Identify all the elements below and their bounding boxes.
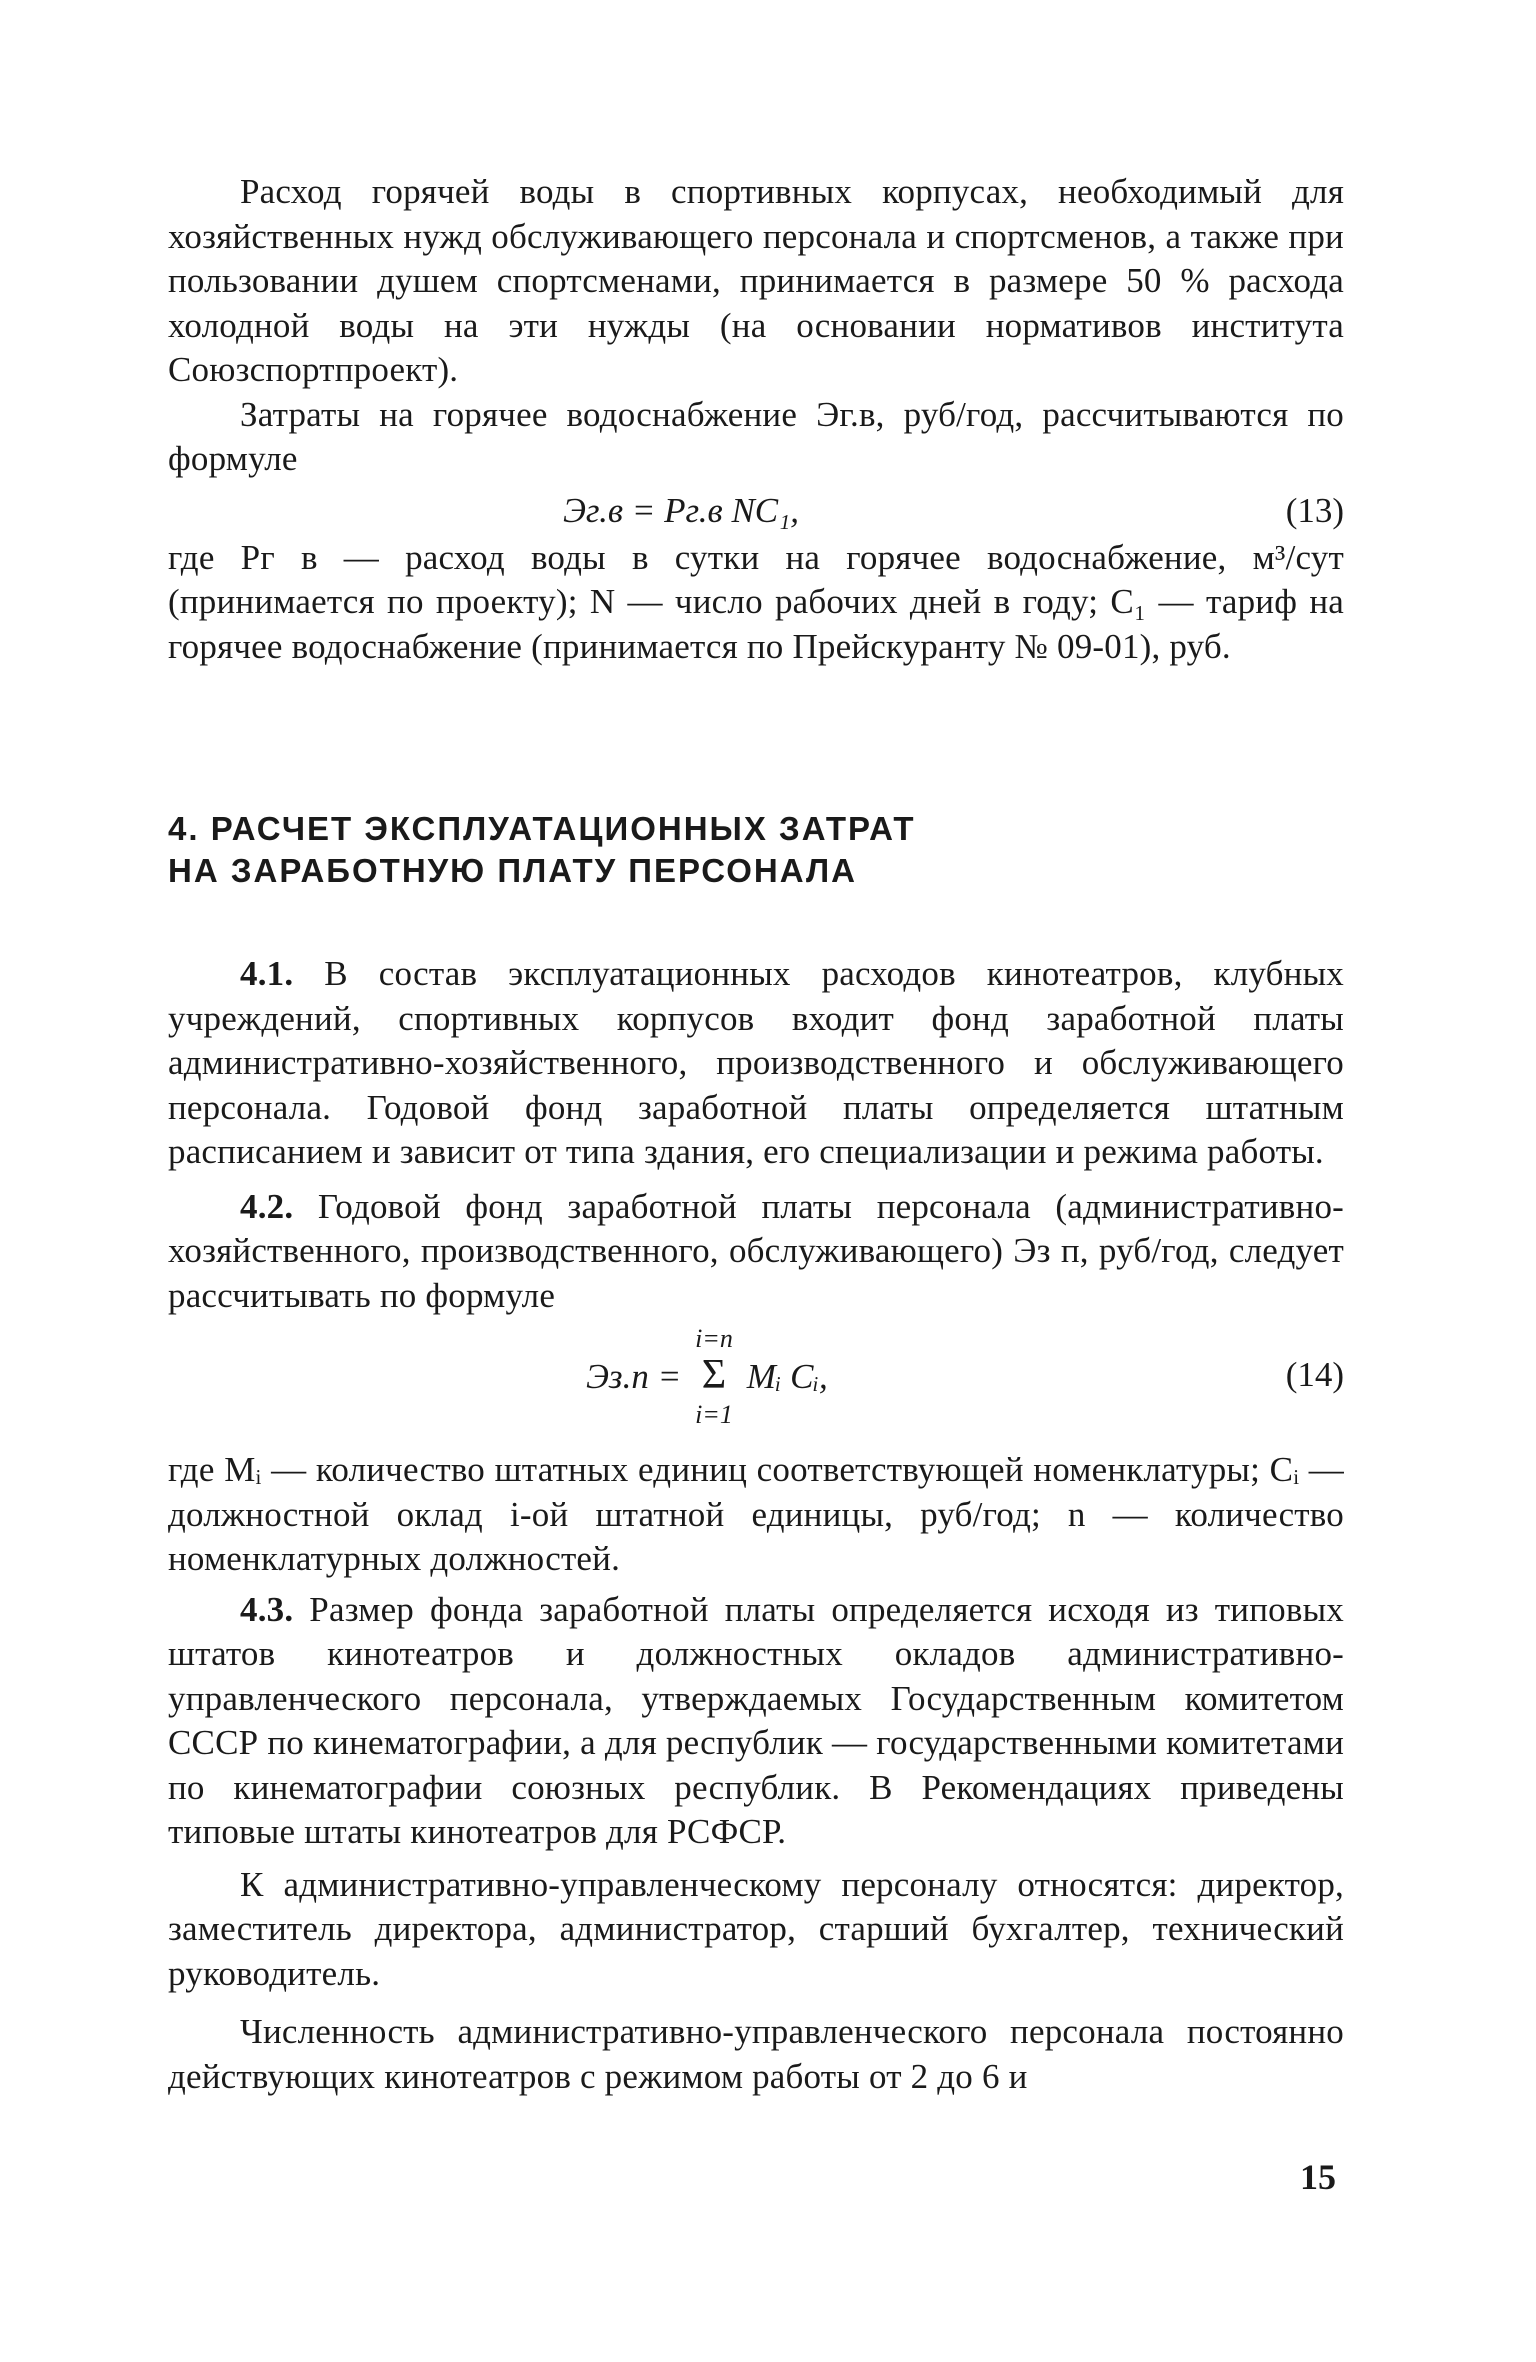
paragraph-4-2-number: 4.2. xyxy=(240,1186,294,1226)
body-block-section4 xyxy=(168,952,1344,2099)
formula-14-number: (14) xyxy=(1285,1355,1344,1394)
section-heading xyxy=(168,808,1344,892)
paragraph-4-1-number: 4.1. xyxy=(240,954,294,993)
formula-14-lhs: Эз.п = xyxy=(586,1357,682,1396)
body-block-top xyxy=(168,170,1344,669)
paragraph-4-1 xyxy=(168,952,1344,1175)
paragraph-4-2-text: Годовой фонд заработной платы персонала (административно-хозяйственного, производственного, обслуживающего) Эз п, руб/год, следует рассчитывать по формуле xyxy=(168,1186,1344,1315)
page-number: 15 xyxy=(1300,2157,1336,2197)
sum-sign-glyph: Σ xyxy=(701,1352,727,1398)
paragraph-where-14: где Mᵢ — количество штатных единиц соответствующей номенклатуры; Cᵢ — должностной оклад i-ой штатной единицы, руб/год; n — количество номенклатурных должностей. xyxy=(168,1450,1344,1578)
paragraph-4-3 xyxy=(168,1588,1344,1855)
paragraph-where-13: где Рг в — расход воды в сутки на горячее водоснабжение, м³/сут (принимается по проекту); N — число рабочих дней в году; C₁ — тариф на горячее водоснабжение (принимается по Прейскуранту № 09-01), руб. xyxy=(168,537,1344,666)
paragraph-4-2 xyxy=(168,1185,1344,1319)
formula-14 xyxy=(168,1326,1344,1442)
paragraph-hot-water-usage: Расход горячей воды в спортивных корпусах, необходимый для хозяйственных нужд обслуживающего персонала и спортсменов, а также при пользовании душем спортсменами, принимается в размере 50 % расхода холодной воды на эти нужды (на основании нормативов института Союзспортпроект). xyxy=(168,172,1344,389)
sum-lower-limit: i=1 xyxy=(695,1400,733,1429)
sum-sign xyxy=(690,1324,738,1429)
paragraph-staff-count: Численность административно-управленческого персонала постоянно действующих кинотеатров с режимом работы от 2 до 6 и xyxy=(168,2012,1344,2096)
paragraph-hot-water-cost-intro: Затраты на горячее водоснабжение Эг.в, руб/год, рассчитываются по формуле xyxy=(168,394,1344,478)
formula-13-expression: Эг.в = Рг.в NC₁, xyxy=(563,490,800,530)
paragraph-4-3-text: Размер фонда заработной платы определяется исходя из типовых штатов кинотеатров и должностных окладов административно-управленческого персонала, утверждаемых Государственным комитетом СССР по кинематографии, а для республик — государственными комитетами по кинематографии союзных республик. В Рекомендациях приведены типовые штаты кинотеатров для РСФСР. xyxy=(168,1589,1344,1851)
section-heading-line2: НА ЗАРАБОТНУЮ ПЛАТУ ПЕРСОНАЛА xyxy=(168,852,857,889)
section-heading-line1: 4. РАСЧЕТ ЭКСПЛУАТАЦИОННЫХ ЗАТРАТ xyxy=(168,810,916,847)
formula-14-expression xyxy=(586,1324,828,1429)
paragraph-admin-staff: К административно-управленческому персоналу относятся: директор, заместитель директора, администратор, старший бухгалтер, технический руководитель. xyxy=(168,1864,1344,1993)
paragraph-4-3-number: 4.3. xyxy=(240,1589,294,1629)
formula-13-number: (13) xyxy=(1285,490,1344,530)
formula-13 xyxy=(168,488,1344,534)
sum-upper-limit: i=n xyxy=(695,1324,733,1353)
paragraph-4-1-text: В состав эксплуатационных расходов кинотеатров, клубных учреждений, спортивных корпусов входит фонд заработной платы административно-хозяйственного, производственного и обслуживающего персонала. Годовой фонд заработной платы определяется штатным расписанием и зависит от типа здания, его специализации и режима работы. xyxy=(168,954,1344,1171)
formula-14-rhs: Mᵢ Cᵢ, xyxy=(746,1357,828,1396)
